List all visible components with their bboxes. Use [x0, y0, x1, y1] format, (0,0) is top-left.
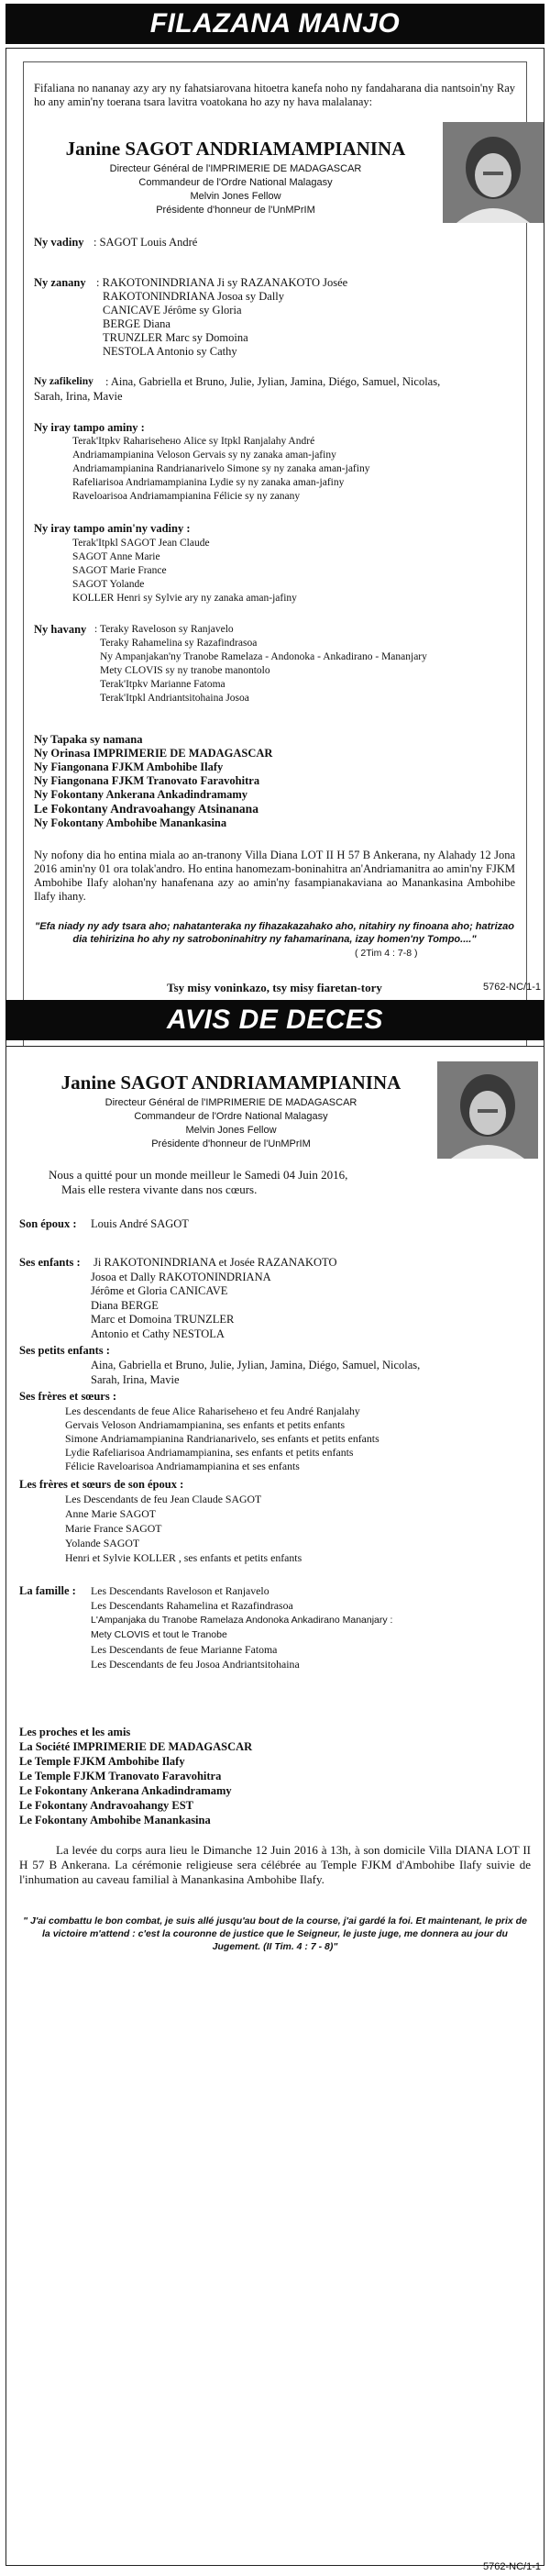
zafikeliny-label: Ny zafikeliny [34, 376, 94, 387]
freres-epoux-label: Les frères et sœurs de son époux : [19, 1478, 184, 1491]
list-item: Les Descendants de feu Jean Claude SAGOT [65, 1493, 262, 1505]
bible-quote: "Efa niady ny ady tsara aho; nahatanteraka ny fihazakazahako aho, nitahiry ny finoana aho; hatrizao dia tehirizina ho ahy ny satroboninahitry ny fahamarinana, izay homen'ny Tompo...." [35, 921, 514, 945]
list-item: Mety CLOVIS et tout le Tranobe [91, 1629, 227, 1640]
list-item: Ravelоarisoa Andriamampianina Félicie sy ny zanany [72, 491, 301, 502]
title-line-4: Présidente d'honneur de l'UnMPrIM [151, 1138, 311, 1149]
intro-line-1: Nous a quitté pour un monde meilleur le Samedi 04 Juin 2016, [49, 1168, 348, 1182]
org-line: Le Fokontany Andravoahangy Atsinanana [34, 802, 258, 816]
list-item: Jérôme et Gloria CANICAVE [91, 1284, 228, 1297]
list-item: NESTOLA Antonio sy Cathy [103, 345, 237, 358]
list-item: Lydie Rafeliarisoa Andriamampianina, ses enfants et petits enfants [65, 1446, 354, 1459]
list-item: SAGOT Anne Marie [72, 551, 160, 562]
famille-label: La famille : [19, 1584, 76, 1597]
list-item: : Aina, Gabriella et Bruno, Julie, Jylian, Jamina, Diégo, Samuel, Nicolas, [105, 375, 441, 388]
iray-tampo-label: Ny iray tampo aminy : [34, 421, 145, 434]
list-item: Terak'Itpkv Raharisehено Alice sy Itpkl Ranjalahy André [72, 436, 315, 447]
title-line-2: Commandeur de l'Ordre National Malagasy [138, 177, 333, 188]
funeral-notice: Ny nofony dia ho entina miala ao an-tranony Villa Diana LOT II H 57 B Ankerana, ny Alahady 12 Jona 2016 amin'ny 01 ora tolak'andro. Ho entina hanomezam-boninahitra an'Andriamanitra ao amin'ny FJKM Ambohibe Ilafy alohan'ny hanafenana azy ao amin'ny fasampianakaviana ao Manankasina Ambohibe Ilafy ihany. [34, 849, 515, 903]
org-line: Ny Fokontany Ankerana Ankadindramamy [34, 788, 248, 801]
reference-code: 5762-NC/1-1 [483, 982, 541, 993]
list-item: Antonio et Cathy NESTOLA [91, 1327, 225, 1340]
list-item: Terak'Itpkl Andriantsitohaina Josoa [100, 693, 249, 704]
org-line: Les proches et les amis [19, 1726, 131, 1738]
org-line: Le Temple FJKM Tranovato Faravohitra [19, 1770, 222, 1782]
list-item: Yolande SAGOT [65, 1537, 140, 1549]
vadiny-value: : SAGOT Louis André [94, 236, 198, 249]
epoux-value: Louis André SAGOT [91, 1217, 189, 1230]
list-item: Rafeliarisoa Andriamampianina Lydie sy ny zanaka aman-jafiny [72, 477, 345, 488]
title-line-3: Melvin Jones Fellow [190, 191, 281, 202]
list-item: SAGOT Yolande [72, 579, 145, 590]
section-avis-de-deces [6, 1046, 544, 2566]
list-item: Les Descendants Rahamelina et Razafindrasoa [91, 1599, 293, 1612]
title-line-3: Melvin Jones Fellow [185, 1125, 277, 1136]
list-item: TRUNZLER Marc sy Domoina [103, 331, 248, 344]
intro-line-2: Mais elle restera vivante dans nos cœurs. [61, 1183, 258, 1196]
banner-avis-de-deces: AVIS DE DECES [6, 1000, 544, 1040]
list-item: L'Ampanjaka du Tranobe Ramelaza Andonoka Ankadirano Mananjary : [91, 1615, 393, 1626]
list-item: Diana BERGE [91, 1299, 159, 1312]
portrait-photo [437, 1061, 538, 1159]
bible-quote-ref: ( 2Tim 4 : 7-8 ) [355, 948, 418, 959]
enfants-label: Ses enfants : [19, 1256, 81, 1269]
list-item: Les Descendants de feue Marianne Fatoma [91, 1643, 278, 1656]
vadiny-label: Ny vadiny [34, 236, 84, 249]
list-item: SAGOT Marie France [72, 565, 167, 576]
org-line: Ny Tapaka sy namana [34, 733, 143, 746]
deceased-name: Janine SAGOT ANDRIAMAMPIANINA [65, 138, 406, 160]
title-line-2: Commandeur de l'Ordre National Malagasy [134, 1111, 328, 1122]
list-item: KOLLER Henri sy Sylvie ary ny zanaka aman-jafiny [72, 593, 297, 604]
list-item: Teraky Rahamelina sy Razafindrasoa [100, 638, 258, 649]
list-item: Les descendants de feue Alice Raharisehено et feu André Ranjalahy [65, 1405, 360, 1417]
list-item: Marc et Domoina TRUNZLER [91, 1313, 235, 1326]
list-item: Marie France SAGOT [65, 1522, 162, 1535]
list-item: Sarah, Irina, Mavie [91, 1373, 180, 1386]
list-item: Les Descendants Raveloson et Ranjavelo [91, 1584, 270, 1597]
list-item: : Teraky Raveloson sy Ranjavelo [94, 624, 234, 635]
freres-label: Ses frères et sœurs : [19, 1390, 116, 1403]
reference-code: 5762-NC/1-1 [483, 2561, 541, 2572]
zanany-label: Ny zanany [34, 276, 86, 289]
petits-enfants-label: Ses petits enfants : [19, 1344, 110, 1357]
closing-line: Tsy misy voninkazo, tsy misy fiaretan-tory [167, 981, 382, 994]
funeral-notice: La levée du corps aura lieu le Dimanche 12 Juin 2016 à 13h, à son domicile Villa DIANA LOT II H 57 B Ankerana. La cérémonie religieuse sera célébrée au Temple FJKM d'Ambohibe Ilafy suivie de l'inhumation au caveau familial à Manankasina Ambohibe Ilafy. [19, 1843, 531, 1886]
intro-text: Fifaliana no nananay azy ary ny fahatsiarovana hitoetra kanefa noho ny fandaharana dia nantsoin'ny Ray ho any amin'ny toerana tsara lavitra voatokana ho azy ny hava malalanay: [34, 82, 515, 108]
org-line: Le Fokontany Ambohibe Manankasina [19, 1814, 211, 1827]
org-line: Ny Fokontany Ambohibe Manankasina [34, 816, 227, 829]
list-item: Simone Andriamampianina Randrianarivelo, ses enfants et petits enfants [65, 1432, 380, 1445]
org-line: Le Fokontany Andravoahangy EST [19, 1799, 193, 1812]
list-item: : RAKOTONINDRIANA Ji sy RAZANAKOTO Josée [96, 276, 348, 289]
org-line: Ny Orinasa IMPRIMERIE DE MADAGASCAR [34, 747, 273, 760]
iray-tampo-vadiny-label: Ny iray tampo amin'ny vadiny : [34, 522, 191, 535]
list-item: Terak'Itpkl SAGOT Jean Claude [72, 538, 210, 549]
deceased-name: Janine SAGOT ANDRIAMAMPIANINA [60, 1071, 402, 1094]
havany-label: Ny havany [34, 623, 87, 636]
list-item: Les Descendants de feu Josoa Andriantsitohaina [91, 1658, 300, 1671]
org-line: La Société IMPRIMERIE DE MADAGASCAR [19, 1740, 253, 1753]
list-item: Gervais Veloson Andriamampianina, ses enfants et petits enfants [65, 1418, 346, 1431]
list-item: Ji RAKOTONINDRIANA et Josée RAZANAKOTO [94, 1256, 337, 1269]
org-line: Ny Fiangonana FJKM Ambohibe Ilafy [34, 761, 224, 773]
list-item: RAKOTONINDRIANA Josoa sy Dally [103, 290, 285, 303]
title-line-4: Présidente d'honneur de l'UnMPrIM [156, 205, 315, 216]
list-item: Sarah, Irina, Mavie [34, 390, 123, 403]
org-line: Ny Fiangonana FJKM Tranovato Faravohitra [34, 774, 260, 787]
list-item: Terak'Itpkv Marianne Fatoma [100, 679, 226, 690]
list-item: Andriamampianina Randrianarivelo Simone sy ny zanaka aman-jafiny [72, 463, 370, 474]
epoux-label: Son époux : [19, 1217, 77, 1230]
list-item: Aina, Gabriella et Bruno, Julie, Jylian, Jamina, Diégo, Samuel, Nicolas, [91, 1359, 421, 1371]
org-line: Le Fokontany Ankerana Ankadindramamy [19, 1784, 232, 1797]
list-item: Andriamampianina Veloson Gervais sy ny zanaka aman-jafiny [72, 450, 336, 461]
portrait-photo [443, 122, 544, 223]
title-line-1: Directeur Général de l'IMPRIMERIE DE MADAGASCAR [104, 1097, 358, 1108]
org-line: Le Temple FJKM Ambohibe Ilafy [19, 1755, 185, 1768]
list-item: Félicie Ravelоarisoa Andriamampianina et ses enfants [65, 1460, 300, 1472]
list-item: Anne Marie SAGOT [65, 1507, 156, 1520]
list-item: Ny Ampanjakan'ny Tranobe Ramelaza - Andonoka - Ankadirano - Mananjary [100, 651, 427, 662]
list-item: CANICAVE Jérôme sy Gloria [103, 304, 242, 316]
title-line-1: Directeur Général de l'IMPRIMERIE DE MADAGASCAR [109, 163, 362, 174]
list-item: BERGE Diana [103, 317, 170, 330]
bible-quote: " J'ai combattu le bon combat, je suis allé jusqu'au bout de la course, j'ai gardé la foi. Et maintenant, le prix de la victoire m'attend : c'est la couronne de justice que le Seigneur, le juste juge, me donnera au jour du Jugement. (II Tim. 4 : 7 - 8)" [23, 1915, 527, 1952]
list-item: Henri et Sylvie KOLLER , ses enfants et petits enfants [65, 1551, 302, 1564]
list-item: Josoa et Dally RAKOTONINDRIANA [91, 1271, 271, 1283]
list-item: Mety CLOVIS sy ny tranobe manontolo [100, 665, 270, 676]
banner-filazana-manjo: FILAZANA MANJO [6, 4, 544, 44]
